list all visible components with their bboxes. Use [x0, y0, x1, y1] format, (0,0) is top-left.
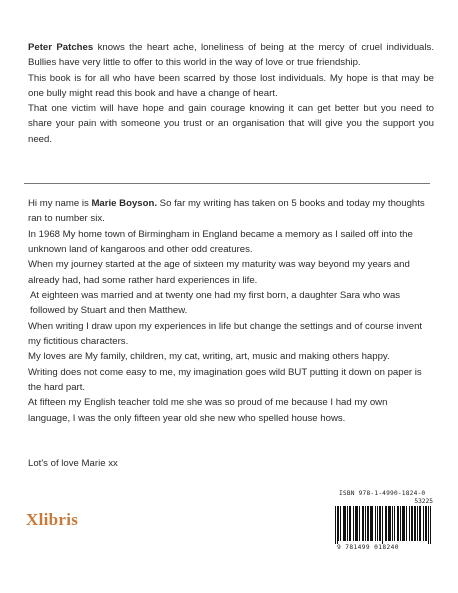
- intro-paragraph-1: [28, 40, 434, 71]
- bio-paragraph-4: At eighteen was married and at twenty one had my first born, a daughter Sara who was followed by Stuart and then Matthew.: [30, 290, 401, 317]
- signoff-text: Lot's of love Marie xx: [28, 458, 118, 469]
- price-code: 53225: [414, 498, 433, 505]
- isbn-label: ISBN 978-1-4990-1824-0: [339, 490, 426, 497]
- barcode-bars: [335, 506, 431, 544]
- bio-paragraph-5: When writing I draw upon my experiences in life but change the settings and of course invent my fictitious characters.: [28, 320, 423, 348]
- author-name: Marie Boyson.: [91, 198, 158, 209]
- bio-paragraph-1-text: So far my writing has taken on 5 books and today my thoughts ran to number six.: [28, 198, 425, 225]
- section-divider: [24, 183, 430, 184]
- bio-paragraph-6: My loves are My family, children, my cat, writing, art, music and making others happy.: [28, 351, 390, 363]
- intro-paragraph-1-text: knows the heart ache, loneliness of being at the mercy of cruel individuals. Bullies have very little to offer to this world in the way of love or true friendship.: [28, 42, 434, 69]
- bio-paragraph-2: In 1968 My home town of Birmingham in England became a memory as I sailed off into the unknown land of kangaroos and other odd creatures.: [28, 228, 413, 256]
- publisher-logo: Xlibris: [26, 510, 79, 529]
- intro-section: [28, 40, 434, 147]
- bio-paragraph-7: Writing does not come easy to me, my imagination goes wild BUT putting it down on paper is the hard part.: [28, 366, 422, 394]
- bio-paragraph-8: At fifteen my English teacher told me she was so proud of me because I had my own language, I was the only fifteen year old she new who spelled house hows.: [28, 397, 388, 424]
- intro-paragraph-2: This book is for all who have been scarred by those lost individuals. My hope is that may be one bully might read this book and have a change of heart.: [28, 72, 434, 99]
- bio-paragraph-1-start: Hi my name is: [28, 198, 92, 209]
- barcode-digits: 9 781499 018240: [337, 544, 399, 551]
- isbn-barcode: [327, 490, 437, 554]
- book-title-name: Peter Patches: [28, 42, 94, 53]
- bio-paragraph-3: When my journey started at the age of sixteen my maturity was way beyond my years and already had, had some rather hard experiences in life.: [28, 259, 410, 286]
- intro-paragraph-3: That one victim will have hope and gain courage knowing it can get better but you need to share your pain with someone you trust or an organisation that will give you the support you need.: [28, 103, 434, 145]
- author-bio-section: [28, 196, 432, 426]
- bio-paragraph-1: [28, 196, 432, 227]
